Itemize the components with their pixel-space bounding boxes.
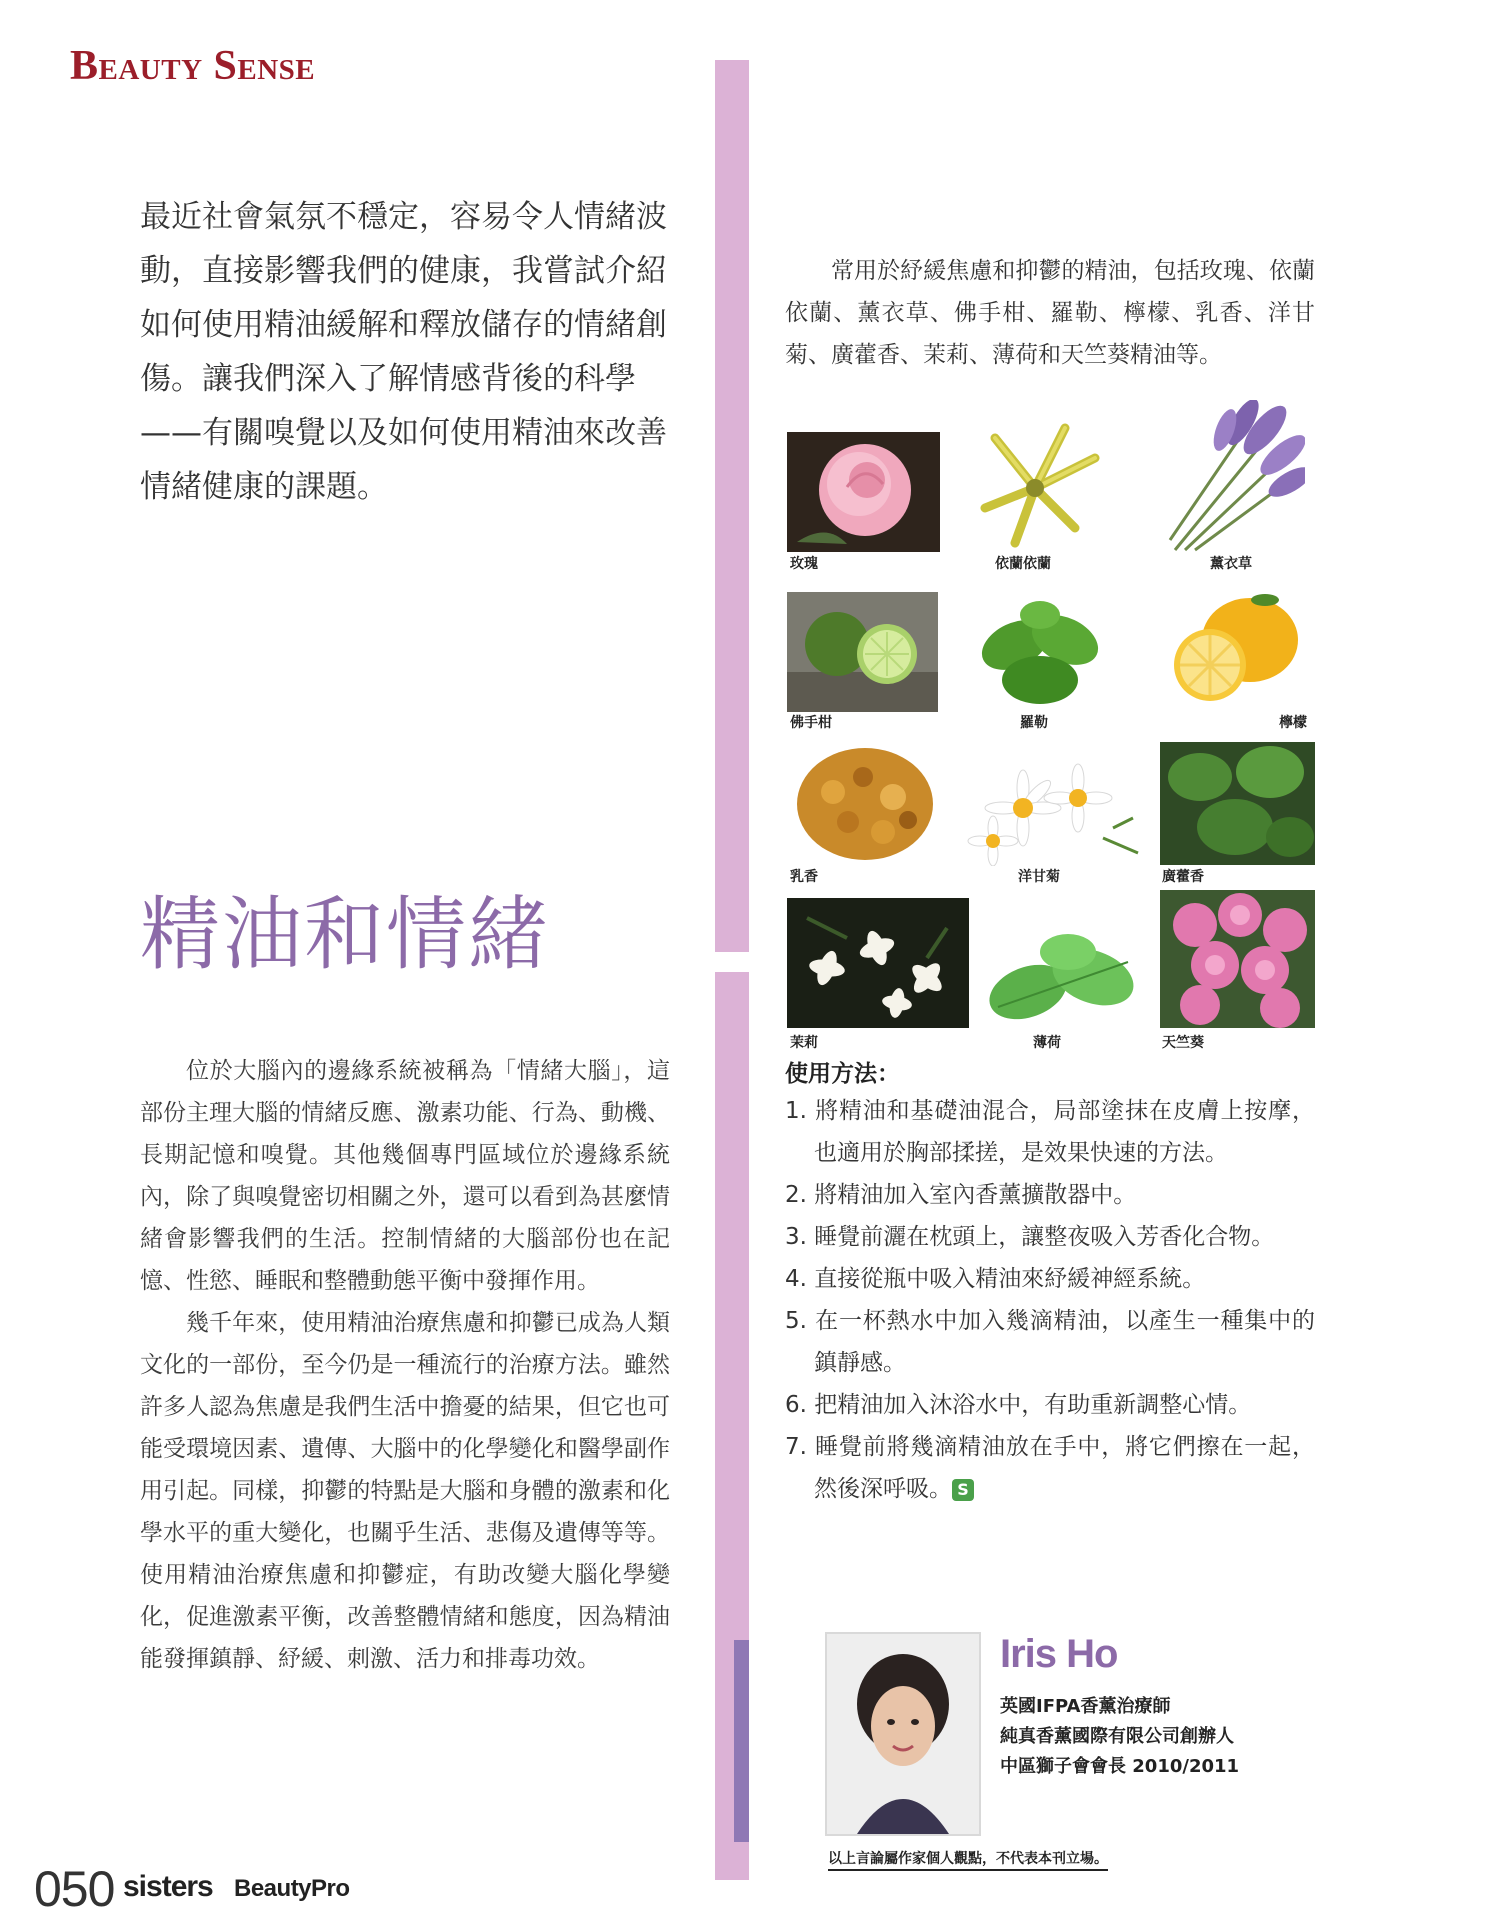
lavender-image [1155, 400, 1305, 552]
end-mark-icon: S [952, 1479, 974, 1501]
basil-image [960, 590, 1120, 715]
author-accent-bar [734, 1640, 749, 1842]
body-paragraph-2: 幾千年來，使用精油治療焦慮和抑鬱已成為人類文化的一部份，至今仍是一種流行的治療方法。雖然許多人認為焦慮是我們生活中擔憂的結果，但它也可能受環境因素、遺傳、大腦中的化學變化和醫學副作用引起。同樣，抑鬱的特點是大腦和身體的激素和化學水平的重大變化，也關乎生活、悲傷及遺傳等等。使用精油治療焦慮和抑鬱症，有助改變大腦化學變化，促進激素平衡，改善整體情緒和態度，因為精油能發揮鎮靜、紓緩、刺激、活力和排毒功效。 [140, 1310, 670, 1672]
ylang-image [955, 418, 1115, 551]
usage-item: 5. 在一杯熱水中加入幾滴精油，以產生一種集中的鎮靜感。 [785, 1308, 1315, 1376]
usage-item-text: 7. 睡覺前將幾滴精油放在手中，將它們擦在一起，然後深呼吸。 [785, 1434, 1315, 1502]
bergamot-label: 佛手柑 [790, 715, 832, 731]
usage-item: 4. 直接從瓶中吸入精油來紓緩神經系統。 [785, 1266, 1206, 1292]
section-label: Beauty Sense [70, 43, 316, 89]
author-credential-2: 純真香薰國際有限公司創辦人 [1000, 1726, 1234, 1747]
author-name: Iris Ho [1000, 1632, 1118, 1676]
bergamot-image [787, 592, 938, 712]
oils-intro-paragraph: 常用於紓緩焦慮和抑鬱的精油，包括玫瑰、依蘭依蘭、薰衣草、佛手柑、羅勒、檸檬、乳香、洋甘菊、廣藿香、茉莉、薄荷和天竺葵精油等。 [785, 258, 1315, 368]
rose-image [787, 432, 940, 552]
jasmine-label: 茉莉 [790, 1035, 818, 1051]
ylang-label: 依蘭依蘭 [995, 556, 1051, 572]
author-credential-3: 中區獅子會會長 2010/2011 [1000, 1756, 1240, 1777]
author-credential-1: 英國IFPA香薰治療師 [1000, 1696, 1171, 1717]
lemon-label: 檸檬 [1279, 715, 1307, 731]
mint-image [978, 922, 1150, 1032]
author-photo [825, 1632, 981, 1836]
patchouli-label: 廣藿香 [1162, 869, 1204, 885]
lemon-image [1155, 580, 1315, 715]
article-headline: 精油和情緒 [140, 888, 550, 981]
basil-label: 羅勒 [1020, 715, 1048, 731]
frankincense-label: 乳香 [790, 869, 818, 885]
usage-item-last [785, 1426, 1315, 1510]
chamomile-image [963, 758, 1141, 866]
page-number: 050 [34, 1861, 115, 1917]
usage-item: 2. 將精油加入室內香薰擴散器中。 [785, 1182, 1137, 1208]
mint-label: 薄荷 [1033, 1035, 1061, 1051]
magazine-subtitle: BeautyPro [234, 1875, 350, 1902]
divider-bar-top [715, 60, 749, 952]
chamomile-label: 洋甘菊 [1018, 869, 1060, 885]
disclaimer: 以上言論屬作家個人觀點，不代表本刊立場。 [828, 1848, 1108, 1871]
patchouli-image [1160, 742, 1315, 865]
body-column [140, 1050, 670, 1680]
frankincense-image [793, 742, 938, 864]
jasmine-image [787, 898, 969, 1028]
body-paragraph-1: 位於大腦內的邊緣系統被稱為「情緒大腦」，這部份主理大腦的情緒反應、激素功能、行為、動機、長期記憶和嗅覺。其他幾個專門區域位於邊緣系統內，除了與嗅覺密切相關之外，還可以看到為甚麼情緒會影響我們的生活。控制情緒的大腦部份也在記憶、性慾、睡眠和整體動態平衡中發揮作用。 [140, 1058, 670, 1294]
usage-item: 1. 將精油和基礎油混合，局部塗抹在皮膚上按摩，也適用於胸部揉搓，是效果快速的方法。 [785, 1098, 1315, 1166]
rose-label: 玫瑰 [790, 556, 818, 572]
usage-item: 3. 睡覺前灑在枕頭上，讓整夜吸入芳香化合物。 [785, 1224, 1275, 1250]
magazine-logo: sisters [123, 1870, 213, 1903]
geranium-label: 天竺葵 [1162, 1035, 1204, 1051]
lavender-label: 薰衣草 [1210, 556, 1252, 572]
usage-item: 6. 把精油加入沐浴水中，有助重新調整心情。 [785, 1392, 1252, 1418]
geranium-image [1160, 890, 1315, 1028]
intro-paragraph: 最近社會氣氛不穩定，容易令人情緒波動，直接影響我們的健康，我嘗試介紹如何使用精油緩解和釋放儲存的情緒創傷。讓我們深入了解情感背後的科學——有關嗅覺以及如何使用精油來改善情緒健康的課題。 [140, 199, 667, 505]
usage-title: 使用方法： [785, 1061, 900, 1087]
usage-list [785, 1090, 1315, 1510]
